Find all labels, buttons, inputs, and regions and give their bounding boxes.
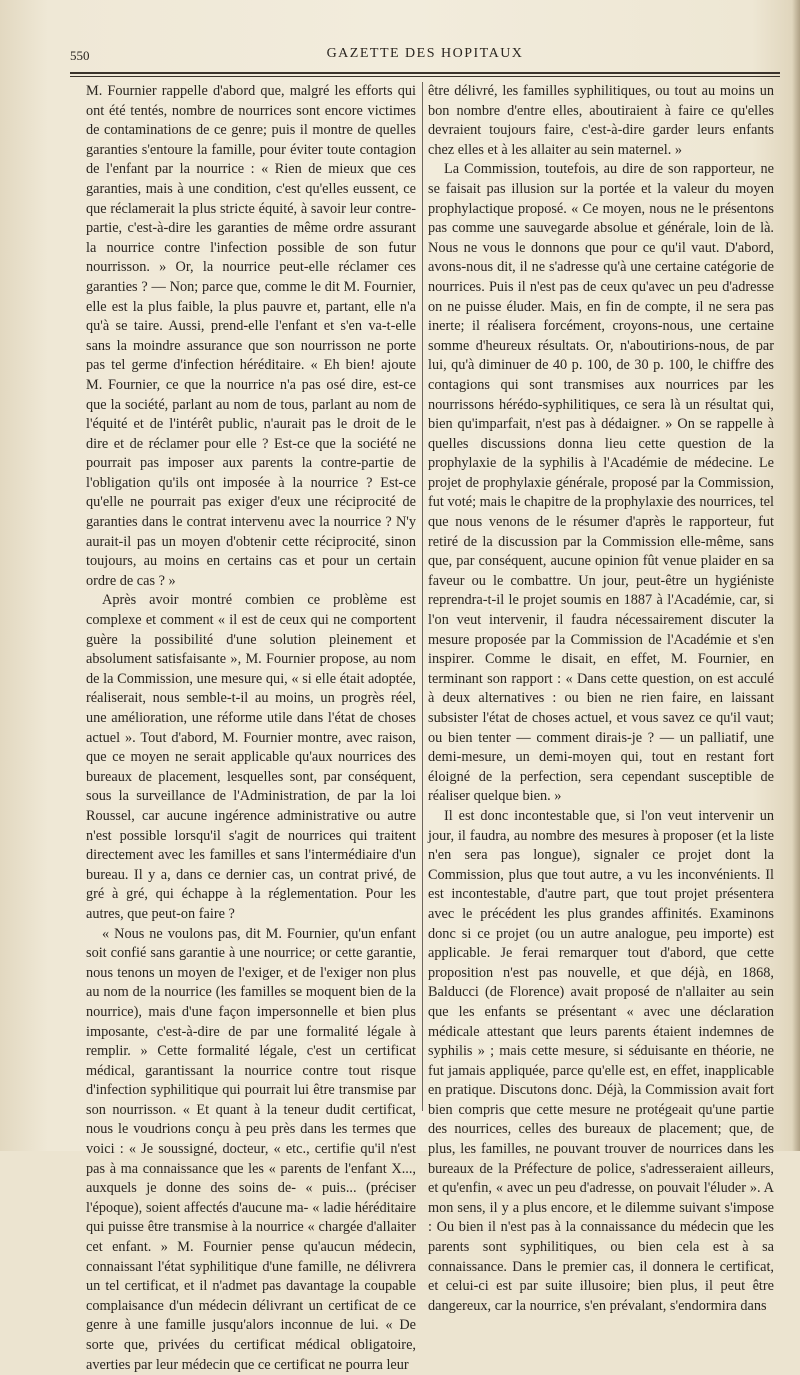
paragraph: La Commission, toutefois, au dire de son rapporteur, ne se faisait pas illusion sur la portée et la valeur du moyen prophylactique proposé. « Ce moyen, nous ne le présentons pas comme une sauvegarde absolue et générale, loin de là. Nous ne vous le donnons que pour ce qu'il vaut. D'abord, avons-nous dit, il ne s'adresse qu'à une certaine catégorie de nourrices. Puis il n'est pas de ceux qu'avec un peu d'adresse on ne puisse éluder. Mais, en fin de compte, il ne sera pas inerte; il réalisera forcément, croyons-nous, une certaine somme d'heureux résultats. Or, n'aboutirions-nous, de par lui, qu'à diminuer de 40 p. 100, de 30 p. 100, le chiffre des contagions qui sont transmises aux nourrices par les nourrissons hérédo-syphilitiques, ce sera là un résultat qui, bien qu'imparfait, n'est pas à dédaigner. » On se rappelle à quelles discussions donna lieu cette question de la prophylaxie de la syphilis à l'Académie de médecine. Le projet de prophylaxie générale, proposé par la Commission, fut voté; mais le chapitre de la prophylaxie des nourrices, tel que nous venons de le résumer d'après le rapporteur, fut retiré de la discussion par la Commission elle-même, sans que, par conséquent, aucune opinion fût venue plaider en sa faveur ou le combattre. Un jour, peut-être un hygiéniste reprendra-t-il le projet soumis en 1887 à l'Académie, car, si l'on veut intervenir, il faudra nécessairement discuter la mesure proposée par la Commission de l'Académie et s'en inspirer. Comme le disait, en effet, M. Fournier, en terminant son rapport : « Dans cette question, on est acculé à deux alternatives : ou bien ne rien faire, en laissant subsister l'état de choses actuel, et vous savez ce qu'il vaut; ou bien tenter — comment dirais-je ? — un palliatif, une demi-mesure, un demi-moyen qui, tout en restant fort éloigné de la perfection, sera cependant susceptible de réaliser quelque bien. » [428,161,774,805]
paragraph: Après avoir montré combien ce problème est complexe et comment « il est de ceux qui ne comportent guère la possibilité d'une solution pleinement et absolument satisfaisante », M. Fournier propose, au nom de la Commission, une mesure qui, « si elle était adoptée, réaliserait, nous semble-t-il au moins, un progrès réel, une amélioration, une réforme utile dans l'état de choses actuel ». Tout d'abord, M. Fournier montre, avec raison, que ce moyen ne serait applicable qu'aux nourrices des bureaux de placement, lesquelles sont, par conséquent, sous la surveillance de l'Administration, de par la loi Roussel, car aucune ingérence administrative ou autre n'est possible lorsqu'il s'agit de nourrices qui traitent directement avec les familles et sans l'intermédiaire d'un bureau. Il y a, dans ce dernier cas, un contrat privé, de gré à gré, qui échappe à la réglementation. Pour les autres, que peut-on faire ? [86,592,416,922]
page-header [70,44,780,70]
header-rule-thick [70,72,780,74]
header-rule-thin [70,76,780,77]
page-edge-shadow [792,0,800,1151]
right-column [428,82,774,1314]
paragraph: Il est donc incontestable que, si l'on veut intervenir un jour, il faudra, au nombre des mesures à proposer (et la liste n'en sera pas longue), signaler ce projet dont la Commission, plus que tout autre, a vu les inconvénients. Il est incontestable, d'autre part, que tout projet présentera avec le précédent les plus grandes affinités. Examinons donc si ce projet (ou un autre analogue, peu importe) est applicable. Je ferai remarquer tout d'abord, que cette proposition n'est pas nouvelle, et que déjà, en 1868, Balducci (de Florence) avait proposé de n'allaiter au sein que les enfants se présentant « avec une déclaration médicale attestant que leurs parents étaient indemnes de syphilis » ; mais cette mesure, si séduisante en théorie, ne fut jamais appliquée, parce qu'elle est, en effet, inapplicable en pratique. Discutons donc. Déjà, la Commission avait fort bien compris que cette mesure ne protégeait qu'une partie des nourrices, celles des bureaux de placement; que, de plus, les familles, ne pouvant trouver de nourrices dans les bureaux de la Préfecture de police, s'adresseraient ailleurs, et qu'enfin, « avec un peu d'adresse, on pouvait l'éluder ». A mon sens, il y a plus encore, et le dilemme suivant s'impose : Ou bien il n'est pas à la connaissance du médecin que les parents sont syphilitiques, ou bien cela est à sa connaissance. Dans le premier cas, il donnera le certificat, et celui-ci est par suite illusoire; bien plus, il peut être dangereux, car la nourrice, s'en prévalant, s'endormira dans [428,807,774,1314]
paragraph: être délivré, les familles syphilitiques, ou tout au moins un bon nombre d'entre elles, aboutiraient à faire ce qu'elles devraient toujours faire, c'est-à-dire garder leurs enfants chez elles et à les allaiter au sein maternel. » [428,83,774,158]
running-title: GAZETTE DES HOPITAUX [326,46,524,61]
paragraph: M. Fournier rappelle d'abord que, malgré les efforts qui ont été tentés, nombre de nourrices sont encore victimes de contaminations de ce genre; puis il montre de quelles garanties s'entoure la famille, pour éviter toute contagion de l'enfant par la nourrice : « Rien de mieux que ces garanties, mais à une condition, c'est qu'elles eussent, ce que réclamerait la plus stricte équité, à savoir leur contre-partie, c'est-à-dire les garanties de même ordre assurant la nourrice contre l'infection possible de son futur nourrisson. » Or, la nourrice peut-elle réclamer ces garanties ? — Non; parce que, comme le dit M. Fournier, elle est la plus faible, la plus pauvre et, partant, elle n'a qu'à se taire. Aussi, prend-elle l'enfant et s'en va-t-elle sans la moindre assurance que son nourrisson ne porte pas tel germe d'infection héréditaire. « Eh bien! ajoute M. Fournier, ce que la nourrice n'a pas osé dire, est-ce que la société, parlant au nom de tous, parlant au nom de l'équité et de l'intérêt public, n'aurait pas le droit de le dire et de réclamer pour elle ? Est-ce que la société ne pourrait pas imposer aux parents la contre-partie de l'obligation qu'ils ont imposée à la nourrice ? Est-ce qu'elle ne pourrait pas exiger d'eux une réciprocité de garanties dans le contrat intervenu avec la nourrice ? N'y aurait-il pas un moyen d'obtenir cette réciprocité, sinon toujours, au moins en certains cas et pour un certain ordre de cas ? » [86,83,416,589]
column-divider [422,82,423,1111]
paragraph: « Nous ne voulons pas, dit M. Fournier, qu'un enfant soit confié sans garantie à une nourrice; or cette garantie, nous tenons un moyen de l'exiger, et de l'exiger non plus au nom de la nourrice (les familles se moquent bien de la nourrice), mais d'une façon impersonnelle et bien plus imposante, c'est-à-dire de par une formalité légale à remplir. » Cette formalité légale, c'est un certificat médical, garantissant la nourrice contre tout risque d'infection syphilitique qui pourrait lui être transmise par son nourrisson. « Et quant à la teneur dudit certificat, nous le voudrions conçu à peu près dans les termes que voici : « Je soussigné, docteur, « etc., certifie qu'il n'est pas à ma connaissance que les « parents de l'enfant X..., auxquels je donne des soins de- « puis... (préciser l'époque), soient affectés d'aucune ma- « ladie héréditaire qui puisse être transmise à la nourrice « chargée d'allaiter cet enfant. » M. Fournier pense qu'aucun médecin, connaissant l'état syphilitique d'une famille, ne délivrera un tel certificat, et il n'admet pas davantage la coupable complaisance d'un médecin délivrant un certificat de ce genre à une famille jusqu'alors inconnue de lui. « De sorte que, privées du certificat médical obligatoire, averties par leur médecin que ce certificat ne pourra leur [86,925,416,1373]
left-column [86,82,416,1373]
page-number: 550 [70,48,90,63]
